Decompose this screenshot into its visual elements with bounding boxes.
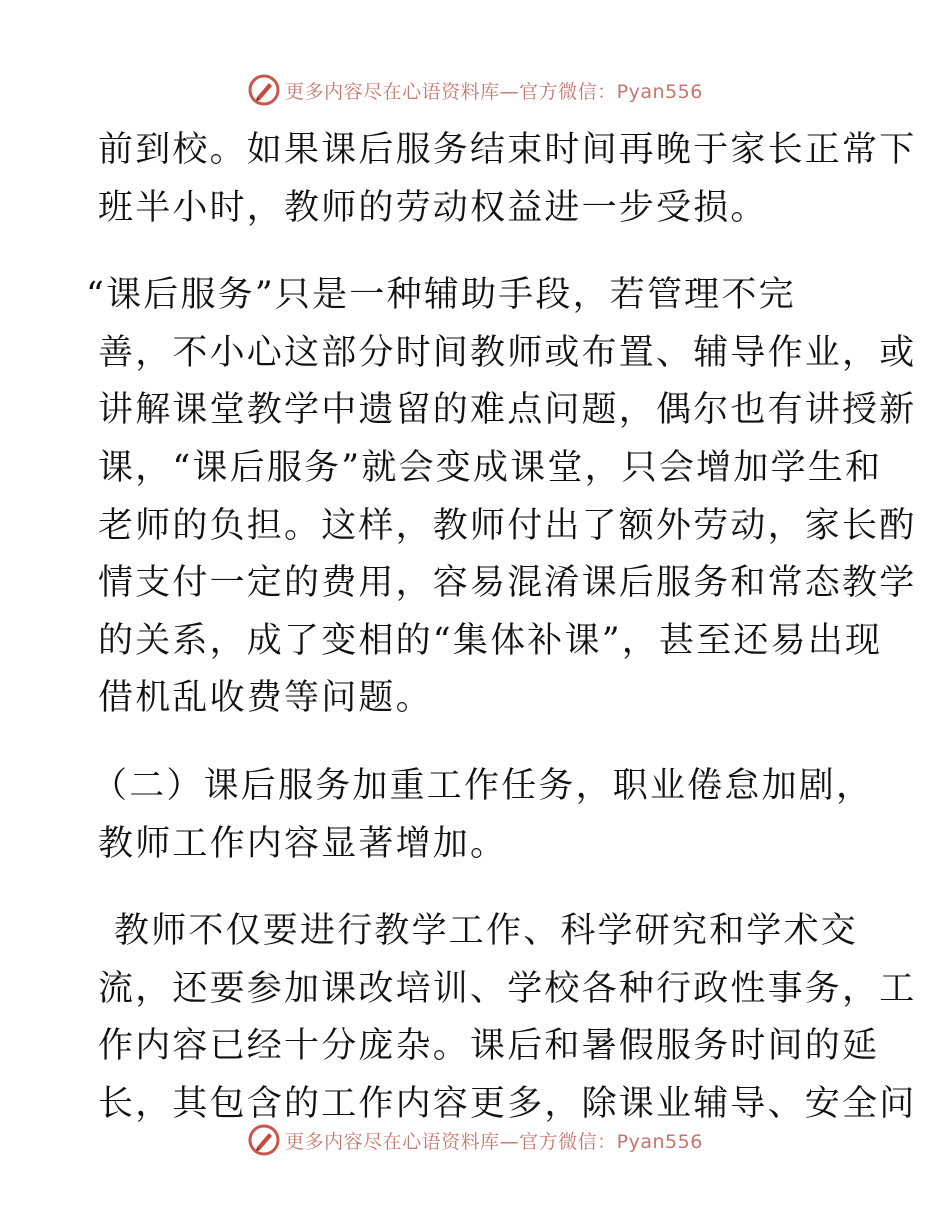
text-line: 借机乱收费等问题。 (98, 678, 433, 719)
text-line: 长，其包含的工作内容更多，除课业辅导、安全问 (98, 1083, 917, 1124)
pen-logo-icon (247, 73, 281, 107)
text-line: 教师不仅要进行教学工作、科学研究和学术交 (114, 911, 859, 952)
text-line: “课后服务”只是一种辅助手段，若管理不完 (86, 275, 796, 316)
paragraph-4 (98, 903, 917, 1133)
text-line: 流，还要参加课改培训、学校各种行政性事务，工 (98, 968, 917, 1009)
text-line: 的关系，成了变相的“集体补课”，甚至还易出现 (98, 620, 883, 661)
paragraph-1 (98, 122, 917, 237)
text-line: 前到校。如果课后服务结束时间再晚于家长正常下 (98, 130, 917, 170)
text-line: 教师工作内容显著增加。 (98, 823, 508, 864)
text-line: 老师的负担。这样，教师付出了额外劳动，家长酌 (98, 505, 917, 546)
text-line: 课，“课后服务”就会变成课堂，只会增加学生和 (98, 447, 883, 488)
header-watermark (0, 70, 950, 110)
paragraph-3-heading (92, 758, 874, 873)
text-line: 善，不小心这部分时间教师或布置、辅导作业，或 (98, 332, 917, 373)
watermark-text: 更多内容尽在心语资料库—官方微信：Pyan556 (285, 1130, 703, 1153)
text-line: 班半小时，教师的劳动权益进一步受损。 (98, 187, 768, 228)
watermark-text: 更多内容尽在心语资料库—官方微信：Pyan556 (285, 80, 703, 103)
pen-logo-icon (247, 1123, 281, 1157)
text-line: （二）课后服务加重工作任务，职业倦怠加剧， (92, 765, 874, 806)
footer-watermark (0, 1120, 950, 1160)
paragraph-2 (86, 267, 917, 728)
text-line: 作内容已经十分庞杂。课后和暑假服务时间的延 (98, 1026, 880, 1067)
document-body (86, 122, 917, 1134)
text-line: 情支付一定的费用，容易混淆课后服务和常态教学 (98, 563, 917, 604)
text-line: 讲解课堂教学中遗留的难点问题，偶尔也有讲授新 (98, 390, 917, 431)
